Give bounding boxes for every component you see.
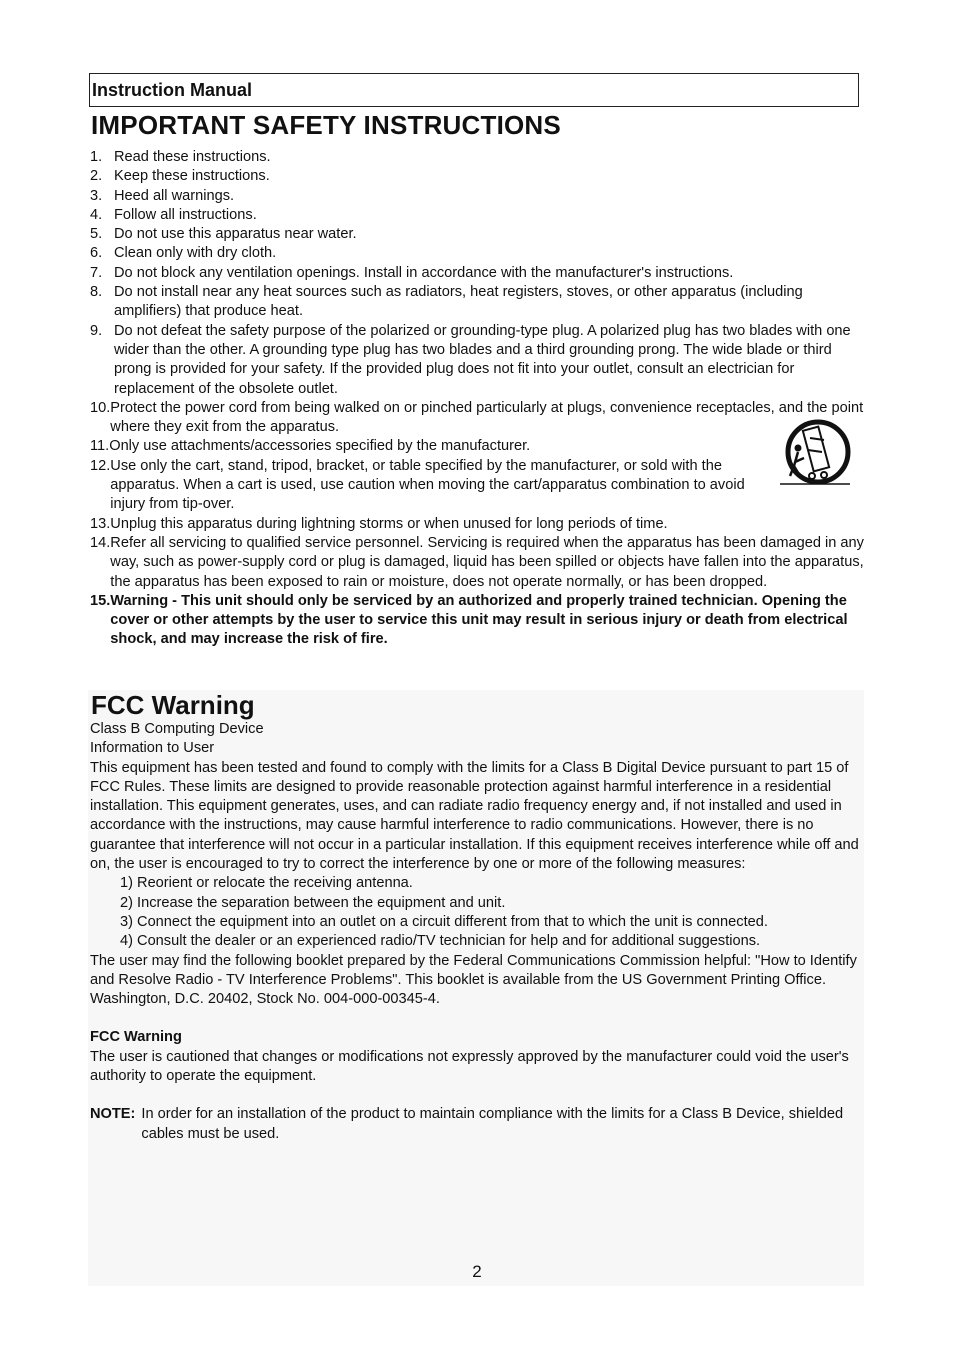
item-number: 10.	[90, 399, 111, 416]
list-item	[90, 399, 865, 438]
item-text: Use only the cart, stand, tripod, bracket, or table specified by the manufacturer, or sold with the apparatus. When a cart is used, use caution when moving the cart/apparatus combination to avoid injury from tip-over.	[110, 457, 745, 513]
item-number: 7.	[90, 264, 103, 281]
item-text: Do not block any ventilation openings. Install in accordance with the manufacturer's instructions.	[114, 264, 734, 281]
page-number: 2	[472, 1262, 482, 1281]
note-text: In order for an installation of the product to maintain compliance with the limits for a Class B Device, shielded cables must be used.	[141, 1106, 844, 1142]
item-text: Do not defeat the safety purpose of the polarized or grounding-type plug. A polarized plug has two blades with one wider than the other. A grounding type plug has two blades and a third grounding prong. The wide blade or third prong is provided for your safety. If the provided plug does not fit into your outlet, consult an electrician for replacement of the obsolete outlet.	[114, 322, 851, 397]
safety-instructions-list	[90, 148, 865, 650]
list-item	[90, 167, 865, 186]
item-number: 11.	[90, 438, 110, 455]
note-label: NOTE:	[90, 1106, 136, 1123]
item-number: 1.	[90, 149, 103, 165]
cart-tipover-warning-icon	[778, 418, 852, 490]
item-number: 6.	[90, 245, 103, 262]
list-item	[90, 187, 865, 206]
item-text: Follow all instructions.	[114, 206, 257, 223]
fcc-subheading: FCC Warning	[90, 1029, 182, 1046]
fcc-measure: 3) Connect the equipment into an outlet on a circuit different from that to which the unit is connected.	[120, 913, 768, 930]
item-text: Unplug this apparatus during lightning storms or when unused for long periods of time.	[110, 515, 668, 532]
list-item	[90, 534, 865, 592]
list-item	[90, 437, 865, 456]
item-text: Do not install near any heat sources such as radiators, heat registers, stoves, or other apparatus (including amplifiers) that produce heat.	[114, 284, 803, 320]
list-item	[90, 206, 865, 225]
safety-title: IMPORTANT SAFETY INSTRUCTIONS	[91, 110, 561, 140]
header-box	[89, 73, 859, 107]
fcc-line-info: Information to User	[90, 740, 215, 757]
item-text: Only use attachments/accessories specified by the manufacturer.	[109, 438, 531, 455]
item-text: Clean only with dry cloth.	[114, 245, 277, 262]
list-item	[90, 264, 865, 283]
fcc-caution-paragraph: The user is cautioned that changes or modifications not expressly approved by the manufacturer could void the user's authority to operate the equipment.	[90, 1048, 849, 1085]
item-text: Keep these instructions.	[114, 168, 270, 185]
item-text: Read these instructions.	[114, 149, 271, 165]
list-item	[90, 457, 865, 515]
item-text: Protect the power cord from being walked on or pinched particularly at plugs, convenience receptacles, and the point where they exit from the apparatus.	[110, 399, 864, 436]
list-item	[90, 244, 865, 263]
list-item	[90, 225, 865, 244]
item-number: 4.	[90, 206, 103, 223]
item-number: 12.	[90, 457, 111, 474]
fcc-measure: 2) Increase the separation between the equipment and unit.	[120, 894, 506, 911]
item-number: 9.	[90, 322, 103, 339]
item-number: 13.	[90, 515, 111, 532]
note-paragraph	[90, 1105, 865, 1144]
item-text: Do not use this apparatus near water.	[114, 226, 357, 243]
item-number: 14.	[90, 534, 111, 551]
item-text: Warning - This unit should only be serviced by an authorized and properly trained technician. Opening the cover or other attempts by the user to service this unit may result in serious injury or death from electrical shock, and may increase the risk of fire.	[110, 592, 848, 648]
list-item	[90, 283, 865, 322]
fcc-booklet-paragraph: The user may find the following booklet prepared by the Federal Communications Commission helpful: "How to Identify and Resolve Radio - TV Interference Problems". This booklet is available from the US Government Printing Office. Washington, D.C. 20402, Stock No. 004-000-00345-4.	[90, 952, 857, 1008]
list-item	[90, 515, 865, 534]
item-text: Heed all warnings.	[114, 187, 235, 204]
list-item-warning	[90, 592, 865, 650]
fcc-title: FCC Warning	[91, 690, 255, 720]
item-number: 5.	[90, 226, 103, 243]
item-text: Refer all servicing to qualified service personnel. Servicing is required when the apparatus has been damaged in any way, such as power-supply cord or plug is damaged, liquid has been spilled or objects have fallen into the apparatus, the apparatus has been exposed to rain or moisture, does not operate normally, or has been dropped.	[110, 534, 864, 590]
fcc-paragraph: This equipment has been tested and found to comply with the limits for a Class B Digital Device pursuant to part 15 of FCC Rules. These limits are designed to provide reasonable protection against harmful interference in a residential installation. This equipment generates, uses, and can radiate radio frequency energy and, if not installed and used in accordance with the instructions, may cause harmful interference to radio communications. However, there is no guarantee that interference will not occur in a particular installation. If this equipment receives interference while off and on, the user is encouraged to try to correct the interference by one or more of the following measures:	[90, 759, 859, 873]
item-number: 3.	[90, 187, 103, 204]
fcc-section	[90, 720, 865, 1144]
item-number: 2.	[90, 168, 103, 185]
fcc-measure: 1) Reorient or relocate the receiving antenna.	[120, 875, 413, 892]
item-number: 8.	[90, 284, 103, 301]
header-label: Instruction Manual	[92, 80, 253, 100]
item-number: 15.	[90, 592, 111, 609]
list-item	[90, 322, 865, 399]
list-item	[90, 148, 865, 167]
fcc-line-device-class: Class B Computing Device	[90, 721, 264, 737]
fcc-measure: 4) Consult the dealer or an experienced radio/TV technician for help and for additional suggestions.	[120, 933, 761, 950]
